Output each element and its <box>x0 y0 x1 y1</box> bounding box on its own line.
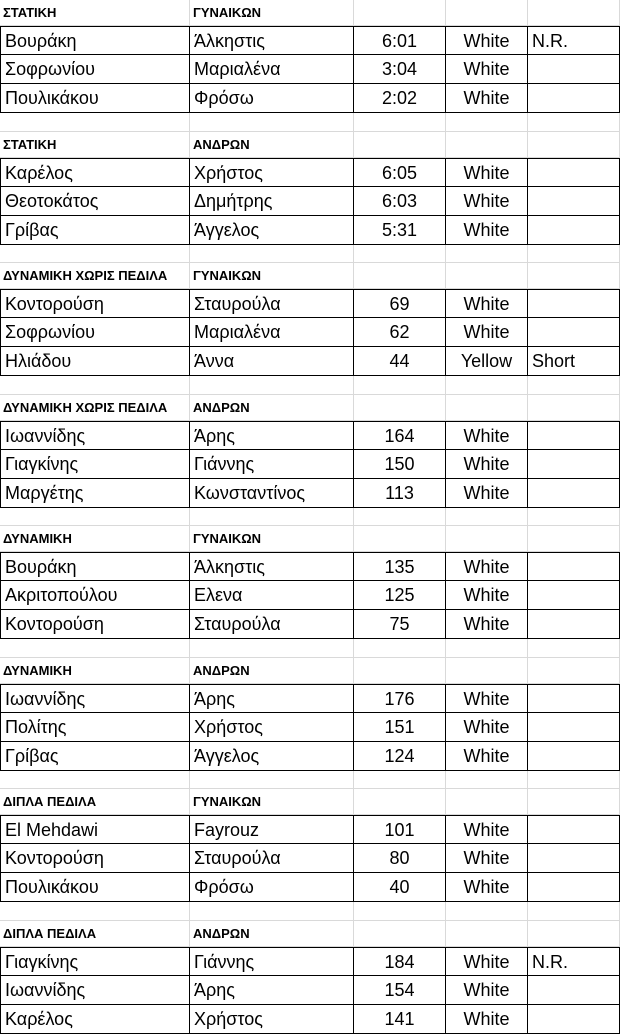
first-name-cell[interactable]: Σταυρούλα <box>190 610 354 639</box>
table-row <box>0 581 620 610</box>
empty-cell <box>190 113 354 132</box>
surname-cell[interactable]: Σοφρωνίου <box>0 318 190 347</box>
empty-cell <box>354 789 446 815</box>
card-cell[interactable]: White <box>446 55 528 84</box>
empty-cell <box>354 395 446 421</box>
surname-cell[interactable]: Γρίβας <box>0 216 190 245</box>
empty-cell <box>354 921 446 947</box>
surname-cell[interactable]: Ιωαννίδης <box>0 684 190 713</box>
empty-cell <box>446 902 528 921</box>
first-name-cell[interactable]: Ελενα <box>190 581 354 610</box>
first-name-cell[interactable]: Φρόσω <box>190 84 354 113</box>
empty-cell <box>190 245 354 263</box>
result-cell[interactable]: 101 <box>354 815 446 844</box>
empty-cell <box>446 658 528 684</box>
first-name-cell[interactable]: Χρήστος <box>190 158 354 187</box>
section-header <box>0 395 620 421</box>
spacer-row <box>0 771 620 789</box>
first-name-cell[interactable]: Άρης <box>190 976 354 1005</box>
surname-cell[interactable]: Καρέλος <box>0 1005 190 1034</box>
empty-cell <box>446 526 528 552</box>
result-cell[interactable]: 150 <box>354 450 446 479</box>
empty-cell <box>528 902 620 921</box>
empty-cell <box>446 395 528 421</box>
note-cell[interactable] <box>528 450 620 479</box>
note-cell[interactable] <box>528 873 620 902</box>
note-cell[interactable] <box>528 552 620 581</box>
note-cell[interactable] <box>528 216 620 245</box>
first-name-cell[interactable]: Άννα <box>190 347 354 376</box>
table-row <box>0 815 620 844</box>
empty-cell <box>528 245 620 263</box>
card-cell[interactable]: White <box>446 421 528 450</box>
surname-cell[interactable]: Ιωαννίδης <box>0 976 190 1005</box>
first-name-cell[interactable]: Γιάννης <box>190 450 354 479</box>
empty-cell <box>0 639 190 658</box>
table-row <box>0 713 620 742</box>
spacer-row <box>0 639 620 658</box>
empty-cell <box>446 639 528 658</box>
surname-cell[interactable]: Κοντορούση <box>0 289 190 318</box>
section-header <box>0 658 620 684</box>
card-cell[interactable]: White <box>446 684 528 713</box>
surname-cell[interactable]: Ακριτοπούλου <box>0 581 190 610</box>
card-cell[interactable]: White <box>446 26 528 55</box>
note-cell[interactable] <box>528 976 620 1005</box>
result-cell[interactable]: 125 <box>354 581 446 610</box>
first-name-cell[interactable]: Φρόσω <box>190 873 354 902</box>
note-cell[interactable] <box>528 610 620 639</box>
category-title: ΑΝΔΡΩΝ <box>190 658 354 684</box>
table-row <box>0 1005 620 1034</box>
surname-cell[interactable]: Θεοτοκάτος <box>0 187 190 216</box>
empty-cell <box>354 771 446 789</box>
card-cell[interactable]: White <box>446 318 528 347</box>
empty-cell <box>446 113 528 132</box>
empty-cell <box>446 789 528 815</box>
surname-cell[interactable]: Γρίβας <box>0 742 190 771</box>
result-cell[interactable]: 3:04 <box>354 55 446 84</box>
empty-cell <box>528 132 620 158</box>
card-cell[interactable]: White <box>446 815 528 844</box>
first-name-cell[interactable]: Άλκηστις <box>190 26 354 55</box>
surname-cell[interactable]: Πολίτης <box>0 713 190 742</box>
empty-cell <box>528 376 620 395</box>
note-cell[interactable] <box>528 289 620 318</box>
spacer-row <box>0 245 620 263</box>
event-title: ΔΥΝΑΜΙΚΗ <box>0 526 190 552</box>
empty-cell <box>446 771 528 789</box>
surname-cell[interactable]: Κοντορούση <box>0 844 190 873</box>
first-name-cell[interactable]: Μαριαλένα <box>190 318 354 347</box>
empty-cell <box>446 263 528 289</box>
result-cell[interactable]: 6:03 <box>354 187 446 216</box>
result-cell[interactable]: 80 <box>354 844 446 873</box>
table-row <box>0 947 620 976</box>
empty-cell <box>354 113 446 132</box>
category-title: ΓΥΝΑΙΚΩΝ <box>190 0 354 26</box>
empty-cell <box>528 508 620 526</box>
empty-cell <box>528 658 620 684</box>
result-cell[interactable]: 151 <box>354 713 446 742</box>
card-cell[interactable]: White <box>446 187 528 216</box>
spacer-row <box>0 508 620 526</box>
empty-cell <box>354 245 446 263</box>
section-header <box>0 0 620 26</box>
first-name-cell[interactable]: Κωνσταντίνος <box>190 479 354 508</box>
card-cell[interactable]: Yellow <box>446 347 528 376</box>
first-name-cell[interactable]: Άρης <box>190 421 354 450</box>
table-row <box>0 289 620 318</box>
event-title: ΣΤΑΤΙΚΗ <box>0 0 190 26</box>
empty-cell <box>528 395 620 421</box>
event-title: ΔΥΝΑΜΙΚΗ ΧΩΡΙΣ ΠΕΔΙΛΑ <box>0 263 190 289</box>
result-cell[interactable]: 124 <box>354 742 446 771</box>
empty-cell <box>190 771 354 789</box>
table-row <box>0 684 620 713</box>
empty-cell <box>446 376 528 395</box>
empty-cell <box>0 245 190 263</box>
event-title: ΔΥΝΑΜΙΚΗ ΧΩΡΙΣ ΠΕΔΙΛΑ <box>0 395 190 421</box>
empty-cell <box>446 245 528 263</box>
spacer-row <box>0 376 620 395</box>
card-cell[interactable]: White <box>446 947 528 976</box>
category-title: ΑΝΔΡΩΝ <box>190 921 354 947</box>
table-row <box>0 450 620 479</box>
surname-cell[interactable]: Γιαγκίνης <box>0 450 190 479</box>
surname-cell[interactable]: Βουράκη <box>0 26 190 55</box>
empty-cell <box>528 526 620 552</box>
card-cell[interactable]: White <box>446 289 528 318</box>
card-cell[interactable]: White <box>446 742 528 771</box>
empty-cell <box>0 376 190 395</box>
first-name-cell[interactable]: Άγγελος <box>190 742 354 771</box>
card-cell[interactable]: White <box>446 450 528 479</box>
result-cell[interactable]: 164 <box>354 421 446 450</box>
event-title: ΔΙΠΛΑ ΠΕΔΙΛΑ <box>0 921 190 947</box>
empty-cell <box>446 132 528 158</box>
card-cell[interactable]: White <box>446 1005 528 1034</box>
empty-cell <box>0 902 190 921</box>
note-cell[interactable]: Short <box>528 347 620 376</box>
table-row <box>0 187 620 216</box>
table-row <box>0 479 620 508</box>
first-name-cell[interactable]: Σταυρούλα <box>190 289 354 318</box>
empty-cell <box>354 263 446 289</box>
category-title: ΓΥΝΑΙΚΩΝ <box>190 789 354 815</box>
surname-cell[interactable]: Σοφρωνίου <box>0 55 190 84</box>
empty-cell <box>528 263 620 289</box>
first-name-cell[interactable]: Δημήτρης <box>190 187 354 216</box>
first-name-cell[interactable]: Σταυρούλα <box>190 844 354 873</box>
empty-cell <box>446 0 528 26</box>
category-title: ΓΥΝΑΙΚΩΝ <box>190 263 354 289</box>
note-cell[interactable] <box>528 158 620 187</box>
result-cell[interactable]: 141 <box>354 1005 446 1034</box>
surname-cell[interactable]: Καρέλος <box>0 158 190 187</box>
result-cell[interactable]: 5:31 <box>354 216 446 245</box>
note-cell[interactable] <box>528 479 620 508</box>
first-name-cell[interactable]: Άρης <box>190 684 354 713</box>
table-row <box>0 26 620 55</box>
surname-cell[interactable]: Πουλικάκου <box>0 873 190 902</box>
event-title: ΔΙΠΛΑ ΠΕΔΙΛΑ <box>0 789 190 815</box>
category-title: ΓΥΝΑΙΚΩΝ <box>190 526 354 552</box>
card-cell[interactable]: White <box>446 581 528 610</box>
card-cell[interactable]: White <box>446 610 528 639</box>
event-title: ΣΤΑΤΙΚΗ <box>0 132 190 158</box>
first-name-cell[interactable]: Άλκηστις <box>190 552 354 581</box>
empty-cell <box>0 771 190 789</box>
note-cell[interactable] <box>528 713 620 742</box>
empty-cell <box>528 113 620 132</box>
first-name-cell[interactable]: Άγγελος <box>190 216 354 245</box>
empty-cell <box>528 0 620 26</box>
surname-cell[interactable]: Βουράκη <box>0 552 190 581</box>
result-cell[interactable]: 176 <box>354 684 446 713</box>
card-cell[interactable]: White <box>446 158 528 187</box>
note-cell[interactable] <box>528 684 620 713</box>
result-cell[interactable]: 62 <box>354 318 446 347</box>
section-header <box>0 789 620 815</box>
note-cell[interactable] <box>528 581 620 610</box>
empty-cell <box>354 902 446 921</box>
card-cell[interactable]: White <box>446 713 528 742</box>
table-row <box>0 844 620 873</box>
table-row <box>0 742 620 771</box>
empty-cell <box>190 902 354 921</box>
result-cell[interactable]: 113 <box>354 479 446 508</box>
spacer-row <box>0 902 620 921</box>
card-cell[interactable]: White <box>446 552 528 581</box>
table-row <box>0 318 620 347</box>
empty-cell <box>354 639 446 658</box>
table-row <box>0 347 620 376</box>
empty-cell <box>528 789 620 815</box>
surname-cell[interactable]: Ιωαννίδης <box>0 421 190 450</box>
first-name-cell[interactable]: Χρήστος <box>190 713 354 742</box>
surname-cell[interactable]: Γιαγκίνης <box>0 947 190 976</box>
empty-cell <box>190 508 354 526</box>
empty-cell <box>190 639 354 658</box>
table-row <box>0 873 620 902</box>
result-cell[interactable]: 75 <box>354 610 446 639</box>
note-cell[interactable] <box>528 421 620 450</box>
empty-cell <box>354 132 446 158</box>
note-cell[interactable] <box>528 742 620 771</box>
card-cell[interactable]: White <box>446 216 528 245</box>
result-cell[interactable]: 135 <box>354 552 446 581</box>
surname-cell[interactable]: Πουλικάκου <box>0 84 190 113</box>
section-header <box>0 263 620 289</box>
result-cell[interactable]: 69 <box>354 289 446 318</box>
table-row <box>0 976 620 1005</box>
table-row <box>0 421 620 450</box>
empty-cell <box>528 639 620 658</box>
first-name-cell[interactable]: Fayrouz <box>190 815 354 844</box>
empty-cell <box>446 508 528 526</box>
category-title: ΑΝΔΡΩΝ <box>190 132 354 158</box>
empty-cell <box>354 526 446 552</box>
table-row <box>0 55 620 84</box>
card-cell[interactable]: White <box>446 479 528 508</box>
surname-cell[interactable]: Κοντορούση <box>0 610 190 639</box>
empty-cell <box>354 376 446 395</box>
result-cell[interactable]: 6:05 <box>354 158 446 187</box>
result-cell[interactable]: 40 <box>354 873 446 902</box>
result-cell[interactable]: 184 <box>354 947 446 976</box>
first-name-cell[interactable]: Χρήστος <box>190 1005 354 1034</box>
note-cell[interactable] <box>528 844 620 873</box>
result-cell[interactable]: 2:02 <box>354 84 446 113</box>
card-cell[interactable]: White <box>446 873 528 902</box>
empty-cell <box>354 0 446 26</box>
empty-cell <box>446 921 528 947</box>
empty-cell <box>190 376 354 395</box>
note-cell[interactable] <box>528 318 620 347</box>
empty-cell <box>354 658 446 684</box>
empty-cell <box>0 113 190 132</box>
card-cell[interactable]: White <box>446 844 528 873</box>
empty-cell <box>0 508 190 526</box>
result-cell[interactable]: 6:01 <box>354 26 446 55</box>
table-row <box>0 216 620 245</box>
note-cell[interactable] <box>528 187 620 216</box>
empty-cell <box>528 921 620 947</box>
note-cell[interactable] <box>528 1005 620 1034</box>
section-header <box>0 526 620 552</box>
card-cell[interactable]: White <box>446 976 528 1005</box>
note-cell[interactable] <box>528 55 620 84</box>
surname-cell[interactable]: Ηλιάδου <box>0 347 190 376</box>
note-cell[interactable] <box>528 815 620 844</box>
result-cell[interactable]: 154 <box>354 976 446 1005</box>
table-row <box>0 84 620 113</box>
spacer-row <box>0 113 620 132</box>
section-header <box>0 921 620 947</box>
result-cell[interactable]: 44 <box>354 347 446 376</box>
category-title: ΑΝΔΡΩΝ <box>190 395 354 421</box>
note-cell[interactable]: N.R. <box>528 947 620 976</box>
empty-cell <box>528 771 620 789</box>
event-title: ΔΥΝΑΜΙΚΗ <box>0 658 190 684</box>
surname-cell[interactable]: El Mehdawi <box>0 815 190 844</box>
table-row <box>0 158 620 187</box>
section-header <box>0 132 620 158</box>
empty-cell <box>354 508 446 526</box>
first-name-cell[interactable]: Μαριαλένα <box>190 55 354 84</box>
card-cell[interactable]: White <box>446 84 528 113</box>
table-row <box>0 610 620 639</box>
surname-cell[interactable]: Μαργέτης <box>0 479 190 508</box>
first-name-cell[interactable]: Γιάννης <box>190 947 354 976</box>
note-cell[interactable]: N.R. <box>528 26 620 55</box>
table-row <box>0 552 620 581</box>
note-cell[interactable] <box>528 84 620 113</box>
